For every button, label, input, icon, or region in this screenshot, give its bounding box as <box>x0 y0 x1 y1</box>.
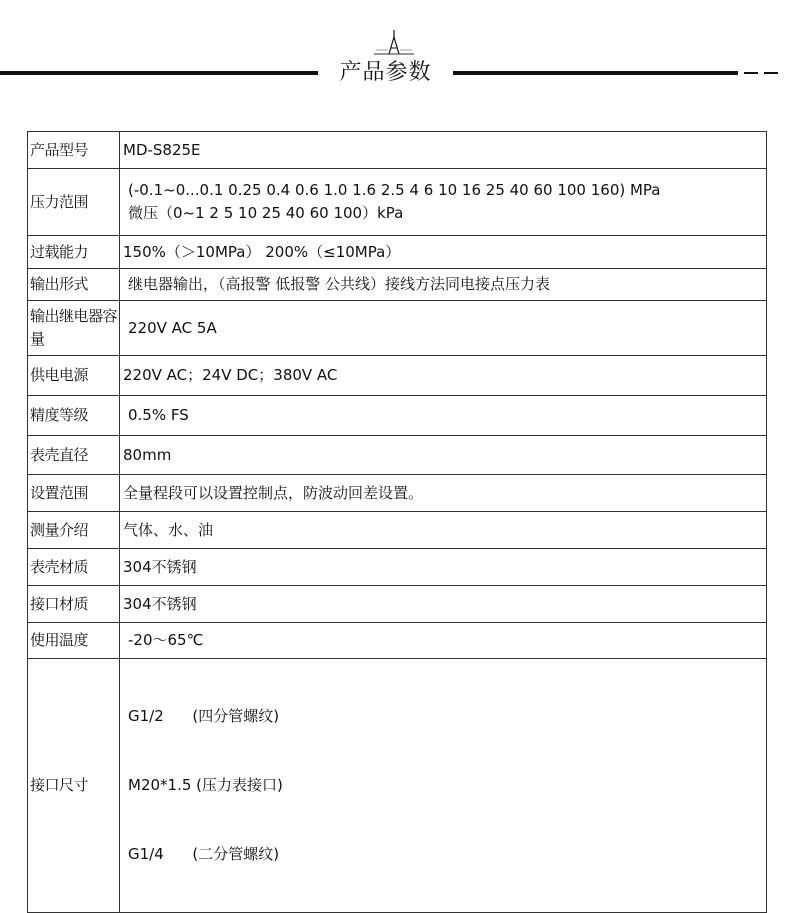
spec-label: 产品型号 <box>28 132 120 169</box>
table-row <box>28 396 767 436</box>
table-row <box>28 356 767 396</box>
table-row <box>28 436 767 475</box>
table-row <box>28 475 767 512</box>
spec-value: 80mm <box>120 436 767 475</box>
table-row <box>28 659 767 913</box>
spec-label: 使用温度 <box>28 623 120 659</box>
table-row <box>28 512 767 549</box>
table-row <box>28 169 767 236</box>
spec-value: 220V AC 5A <box>120 301 767 356</box>
table-row <box>28 301 767 356</box>
table-row <box>28 132 767 169</box>
table-row <box>28 586 767 623</box>
spec-value: -20～65℃ <box>120 623 767 659</box>
spec-value: 全量程段可以设置控制点，防波动回差设置。 <box>120 475 767 512</box>
table-row <box>28 269 767 301</box>
spec-label: 表壳材质 <box>28 549 120 586</box>
spec-value: 0.5% FS <box>120 396 767 436</box>
spec-label: 精度等级 <box>28 396 120 436</box>
header-dash <box>744 72 758 74</box>
spec-value: (-0.1~0...0.1 0.25 0.4 0.6 1.0 1.6 2.5 4 6 10 16 25 40 60 100 160) MPa 微压（0~1 2 5 10 25 40 60 100）kPa <box>120 169 767 236</box>
spec-value: 220V AC；24V DC；380V AC <box>120 356 767 396</box>
spec-label: 输出形式 <box>28 269 120 301</box>
spec-label: 接口尺寸 <box>28 659 120 913</box>
spec-value: G1/2 (四分管螺纹) M20*1.5 (压力表接口) G1/4 (二分管螺纹) <box>120 659 767 913</box>
spec-value: 继电器输出，（高报警 低报警 公共线）接线方法同电接点压力表 <box>120 269 767 301</box>
spec-label: 测量介绍 <box>28 512 120 549</box>
spec-label: 设置范围 <box>28 475 120 512</box>
table-row <box>28 623 767 659</box>
spec-label: 接口材质 <box>28 586 120 623</box>
table-row <box>28 236 767 269</box>
spec-label: 压力范围 <box>28 169 120 236</box>
tower-icon <box>372 28 416 56</box>
spec-label: 输出继电器容量 <box>28 301 120 356</box>
table-row <box>28 549 767 586</box>
header-dash <box>764 72 778 74</box>
spec-value: 304不锈钢 <box>120 586 767 623</box>
header-rule-left <box>0 71 318 75</box>
spec-label: 表壳直径 <box>28 436 120 475</box>
spec-label: 供电电源 <box>28 356 120 396</box>
section-title: 产品参数 <box>339 60 432 85</box>
spec-value: 气体、水、油 <box>120 512 767 549</box>
spec-value: 304不锈钢 <box>120 549 767 586</box>
section-header <box>0 0 790 110</box>
spec-label: 过载能力 <box>28 236 120 269</box>
spec-value: MD-S825E <box>120 132 767 169</box>
header-rule-right <box>453 71 738 75</box>
spec-value: 150%（＞10MPa） 200%（≤10MPa） <box>120 236 767 269</box>
